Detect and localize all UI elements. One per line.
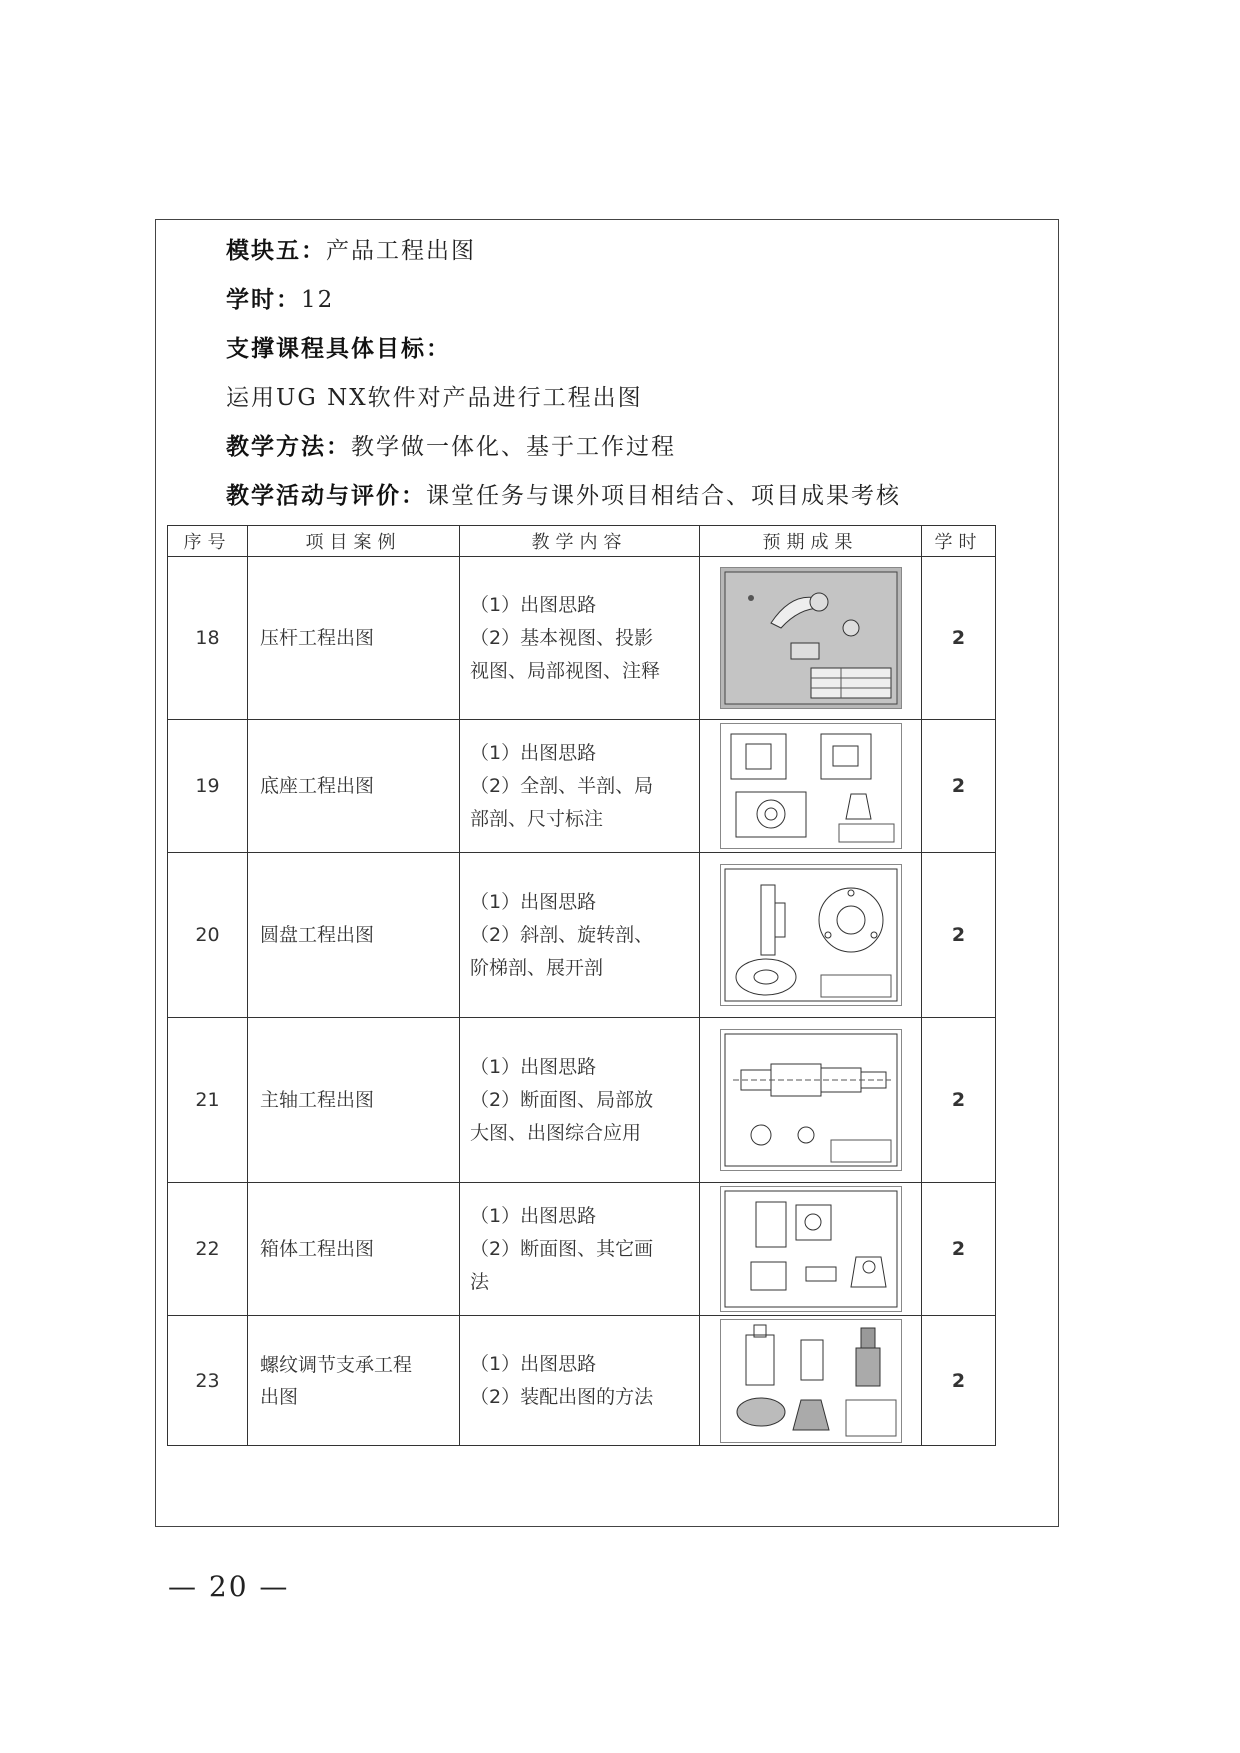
row-num: 23: [168, 1316, 248, 1446]
result-drawing: [700, 720, 922, 853]
hours-label: 学时：: [226, 286, 301, 313]
content-line: （2）装配出图的方法: [470, 1385, 654, 1408]
module-line: [226, 232, 476, 265]
header-case: 项目案例: [248, 526, 460, 557]
table-row: [168, 853, 996, 1018]
row-num: 21: [168, 1018, 248, 1183]
case-line: 螺纹调节支承工程: [260, 1353, 413, 1376]
row-content: [460, 557, 700, 720]
result-drawing: [700, 1316, 922, 1446]
content-line: 阶梯剖、展开剖: [470, 956, 604, 979]
row-hours: 2: [922, 557, 996, 720]
content-line: （1）出图思路: [470, 741, 597, 764]
activity-line: [226, 477, 901, 510]
header-num: 序号: [168, 526, 248, 557]
content-line: （1）出图思路: [470, 1204, 597, 1227]
row-num: 20: [168, 853, 248, 1018]
content-line: （1）出图思路: [470, 1352, 597, 1375]
row-case: 箱体工程出图: [248, 1183, 460, 1316]
header-content: 教学内容: [460, 526, 700, 557]
hours-value: 12: [301, 287, 335, 313]
row-content: [460, 1018, 700, 1183]
content-line: （2）断面图、局部放: [470, 1088, 654, 1111]
header-result: 预期成果: [700, 526, 922, 557]
row-case: [248, 1316, 460, 1446]
content-line: 大图、出图综合应用: [470, 1121, 642, 1144]
goal-text: 运用UG NX软件对产品进行工程出图: [226, 385, 643, 411]
activity-label: 教学活动与评价：: [226, 482, 426, 509]
result-drawing: [700, 853, 922, 1018]
disc-drawing-thumbnail: [720, 864, 902, 1006]
hours-line: [226, 281, 334, 314]
content-line: （2）基本视图、投影: [470, 626, 654, 649]
table-row: [168, 720, 996, 853]
row-num: 18: [168, 557, 248, 720]
row-hours: 2: [922, 1183, 996, 1316]
table-row: [168, 557, 996, 720]
table-row: [168, 1183, 996, 1316]
box-drawing-thumbnail: [720, 1186, 902, 1312]
row-content: [460, 853, 700, 1018]
method-label: 教学方法：: [226, 433, 351, 460]
content-line: 法: [470, 1270, 490, 1293]
goal-label: 支撑课程具体目标：: [226, 335, 451, 362]
content-line: 部剖、尺寸标注: [470, 807, 604, 830]
table-header-row: [168, 526, 996, 557]
activity-value: 课堂任务与课外项目相结合、项目成果考核: [426, 483, 901, 509]
method-value: 教学做一体化、基于工作过程: [351, 434, 676, 460]
row-content: [460, 1183, 700, 1316]
result-drawing: [700, 1018, 922, 1183]
course-plan-table: [167, 525, 996, 1446]
header-hours: 学时: [922, 526, 996, 557]
row-case: 压杆工程出图: [248, 557, 460, 720]
table-row: [168, 1316, 996, 1446]
result-drawing: [700, 557, 922, 720]
goal-heading: [226, 330, 451, 363]
row-hours: 2: [922, 1316, 996, 1446]
content-line: （1）出图思路: [470, 1055, 597, 1078]
content-line: （2）斜剖、旋转剖、: [470, 923, 654, 946]
base-drawing-thumbnail: [720, 723, 902, 849]
row-num: 19: [168, 720, 248, 853]
module-value: 产品工程出图: [326, 238, 476, 264]
row-content: [460, 1316, 700, 1446]
method-line: [226, 428, 676, 461]
row-hours: 2: [922, 720, 996, 853]
content-line: （1）出图思路: [470, 593, 597, 616]
content-line: （1）出图思路: [470, 890, 597, 913]
shaft-drawing-thumbnail: [720, 1029, 902, 1171]
row-hours: 2: [922, 1018, 996, 1183]
module-label: 模块五：: [226, 237, 326, 264]
row-case: 底座工程出图: [248, 720, 460, 853]
case-line: 出图: [260, 1385, 299, 1408]
row-case: 圆盘工程出图: [248, 853, 460, 1018]
lever-drawing-thumbnail: [720, 567, 902, 709]
row-content: [460, 720, 700, 853]
content-line: 视图、局部视图、注释: [470, 659, 661, 682]
support-assembly-thumbnail: [720, 1319, 902, 1443]
result-drawing: [700, 1183, 922, 1316]
table-row: [168, 1018, 996, 1183]
page-number: — 20 —: [168, 1570, 290, 1603]
row-hours: 2: [922, 853, 996, 1018]
content-line: （2）全剖、半剖、局: [470, 774, 654, 797]
content-line: （2）断面图、其它画: [470, 1237, 654, 1260]
row-num: 22: [168, 1183, 248, 1316]
row-case: 主轴工程出图: [248, 1018, 460, 1183]
